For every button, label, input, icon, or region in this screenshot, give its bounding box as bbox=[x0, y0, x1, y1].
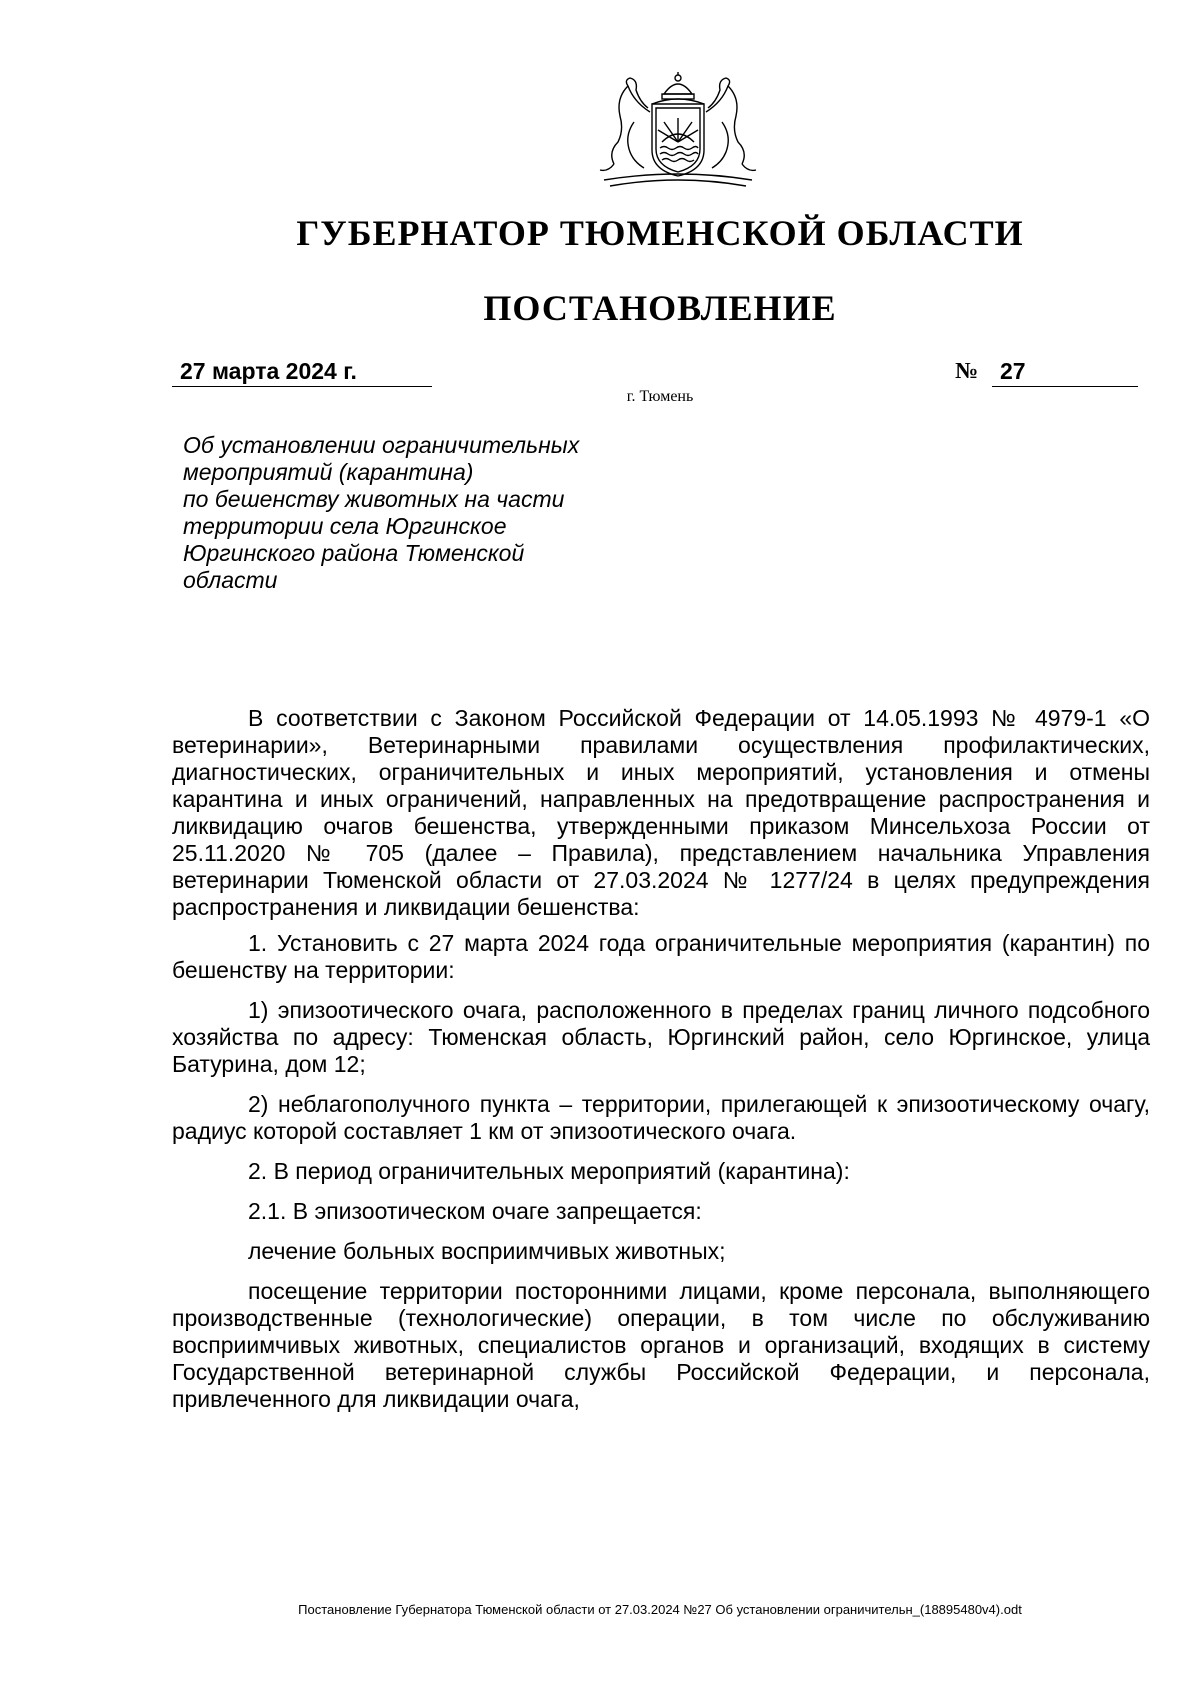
document-subject bbox=[183, 432, 653, 594]
subject-line: области bbox=[183, 567, 278, 593]
coat-of-arms-icon bbox=[594, 72, 762, 190]
body-paragraph: посещение территории посторонними лицами, кроме персонала, выполняющего производственные (технологические) операции, в том числе по обслуживанию восприимчивых животных, специалистов органов и организаций, входящих в систему Государственной ветеринарной службы Российской Федерации, и персонала, привлеченного для ликвидации очага, bbox=[172, 1278, 1150, 1412]
document-type: ПОСТАНОВЛЕНИЕ bbox=[483, 288, 837, 328]
subject-line: Юргинского района Тюменской bbox=[183, 540, 525, 566]
body-paragraph: 2) неблагополучного пункта – территории, прилегающей к эпизоотическому очагу, радиус которой составляет 1 км от эпизоотического очага. bbox=[172, 1091, 1150, 1144]
footer-filename: Постановление Губернатора Тюменской области от 27.03.2024 №27 Об установлении ограничительн_(18895480v4).odt bbox=[298, 1602, 1022, 1617]
authority-title: ГУБЕРНАТОР ТЮМЕНСКОЙ ОБЛАСТИ bbox=[296, 213, 1024, 253]
document-body bbox=[172, 705, 1150, 1422]
body-paragraph: 1) эпизоотического очага, расположенного в пределах границ личного подсобного хозяйства по адресу: Тюменская область, Юргинский район, село Юргинское, улица Батурина, дом 12; bbox=[172, 997, 1150, 1077]
number-sign: № bbox=[955, 358, 979, 383]
body-paragraph: 2. В период ограничительных мероприятий (карантина): bbox=[248, 1158, 850, 1184]
document-date: 27 марта 2024 г. bbox=[172, 356, 432, 387]
subject-line: мероприятий (карантина) bbox=[183, 459, 474, 485]
body-paragraph: В соответствии с Законом Российской Федерации от 14.05.1993 № 4979-1 «О ветеринарии», Ветеринарными правилами осуществления профилактических, диагностических, ограничительных и иных мероприятий, установления и отмены карантина и иных ограничений, направленных на предотвращение распространения и ликвидацию очагов бешенства, утвержденными приказом Минсельхоза России от 25.11.2020 № 705 (далее – Правила), представлением начальника Управления ветеринарии Тюменской области от 27.03.2024 № 1277/24 в целях предупреждения распространения и ликвидации бешенства: bbox=[172, 705, 1150, 920]
body-paragraph: 1. Установить с 27 марта 2024 года ограничительные мероприятия (карантин) по бешенству на территории: bbox=[172, 930, 1150, 983]
subject-line: территории села Юргинское bbox=[183, 513, 507, 539]
subject-line: по бешенству животных на части bbox=[183, 486, 565, 512]
body-paragraph: лечение больных восприимчивых животных; bbox=[248, 1238, 726, 1264]
subject-line: Об установлении ограничительных bbox=[183, 432, 580, 458]
body-paragraph: 2.1. В эпизоотическом очаге запрещается: bbox=[248, 1198, 702, 1224]
city-label: г. Тюмень bbox=[626, 388, 694, 405]
document-number: 27 bbox=[992, 356, 1138, 387]
